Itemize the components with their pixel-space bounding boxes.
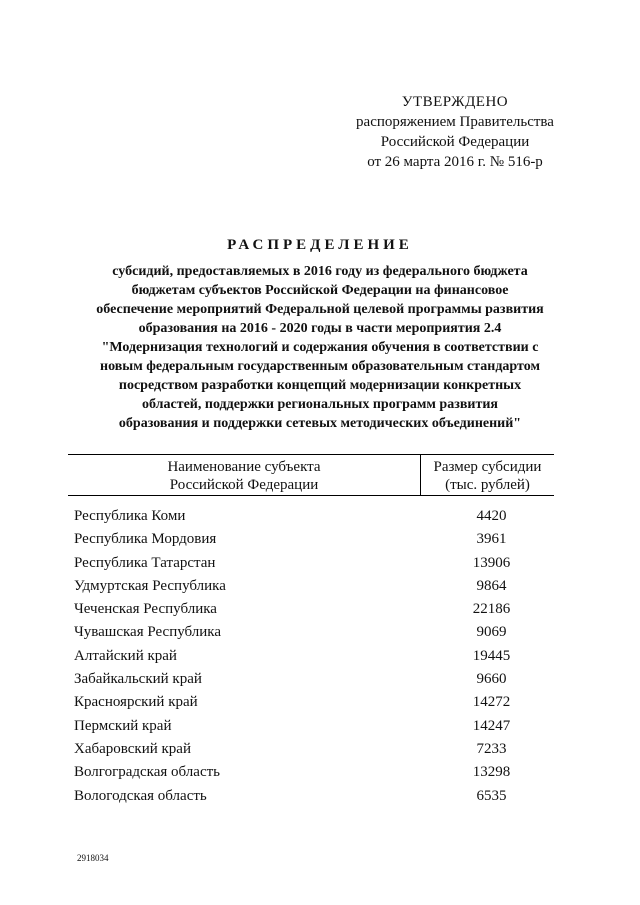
subtitle-line: образования на 2016 - 2020 годы в части мероприятия 2.4	[138, 321, 502, 336]
subsidy-amount: 4420	[476, 508, 507, 524]
table-row	[68, 738, 554, 761]
region-name: Хабаровский край	[74, 740, 191, 757]
subsidy-amount: 9864	[476, 577, 507, 594]
header-region-name	[68, 455, 420, 495]
table-row	[68, 761, 554, 784]
region-name: Алтайский край	[74, 647, 177, 664]
subsidy-amount: 13906	[472, 554, 511, 571]
header-line: Размер субсидии	[433, 459, 542, 475]
header-subsidy-amount	[421, 455, 554, 495]
region-name: Волгоградская область	[74, 764, 220, 781]
subsidy-amount: 9069	[476, 624, 507, 641]
subsidy-amount: 6535	[476, 787, 507, 804]
document-number: 2918034	[77, 853, 109, 863]
subsidy-amount: 14247	[472, 717, 511, 734]
header-line: Наименование субъекта	[167, 459, 321, 475]
document-subtitle	[55, 262, 585, 433]
table-header	[68, 454, 554, 496]
subtitle-line: "Модернизация технологий и содержания обучения в соответствии с	[101, 340, 539, 355]
document-heading: РАСПРЕДЕЛЕНИЕ	[227, 237, 413, 253]
approval-block	[330, 92, 580, 172]
subsidy-amount: 7233	[476, 740, 507, 757]
region-name: Республика Мордовия	[74, 531, 217, 548]
subsidy-amount: 3961	[476, 531, 507, 548]
region-name: Пермский край	[74, 717, 172, 734]
region-name: Чувашская Республика	[74, 624, 222, 641]
region-name: Вологодская область	[74, 787, 207, 804]
region-name: Удмуртская Республика	[74, 577, 226, 594]
approval-line: Российской Федерации	[380, 134, 530, 150]
region-name: Забайкальский край	[74, 671, 202, 688]
subtitle-line: новым федеральным государственным образовательным стандартом	[100, 359, 540, 374]
subsidy-table	[68, 454, 554, 808]
table-row	[68, 691, 554, 714]
region-name: Красноярский край	[74, 694, 198, 711]
subtitle-line: обеспечение мероприятий Федеральной целевой программы развития	[96, 302, 544, 317]
table-row	[68, 598, 554, 621]
table-row	[68, 552, 554, 575]
subsidy-amount: 22186	[472, 601, 511, 618]
table-row	[68, 575, 554, 598]
header-line: (тыс. рублей)	[445, 477, 530, 493]
subsidy-amount: 19445	[472, 647, 511, 664]
table-body	[68, 505, 554, 808]
approval-line: от 26 марта 2016 г. № 516-р	[367, 154, 543, 170]
region-name: Чеченская Республика	[74, 601, 217, 618]
subsidy-amount: 13298	[472, 764, 511, 781]
table-row	[68, 668, 554, 691]
subtitle-line: субсидий, предоставляемых в 2016 году из федерального бюджета	[112, 264, 528, 279]
subsidy-amount: 9660	[476, 671, 507, 688]
subtitle-line: бюджетам субъектов Российской Федерации на финансовое	[131, 283, 509, 298]
header-line: Российской Федерации	[169, 477, 319, 493]
table-row	[68, 715, 554, 738]
subtitle-line: посредством разработки концепций модернизации конкретных	[118, 378, 522, 393]
table-row	[68, 528, 554, 551]
approval-title: УТВЕРЖДЕНО	[401, 94, 509, 110]
table-row	[68, 505, 554, 528]
subtitle-line: образования и поддержки сетевых методических объединений"	[118, 416, 522, 431]
subsidy-amount: 14272	[472, 694, 511, 711]
table-row	[68, 645, 554, 668]
subtitle-line: областей, поддержки региональных программ развития	[142, 397, 498, 412]
approval-line: распоряжением Правительства	[356, 114, 554, 130]
region-name: Республика Татарстан	[74, 554, 216, 571]
region-name: Республика Коми	[74, 508, 186, 524]
table-row	[68, 785, 554, 808]
table-row	[68, 621, 554, 644]
